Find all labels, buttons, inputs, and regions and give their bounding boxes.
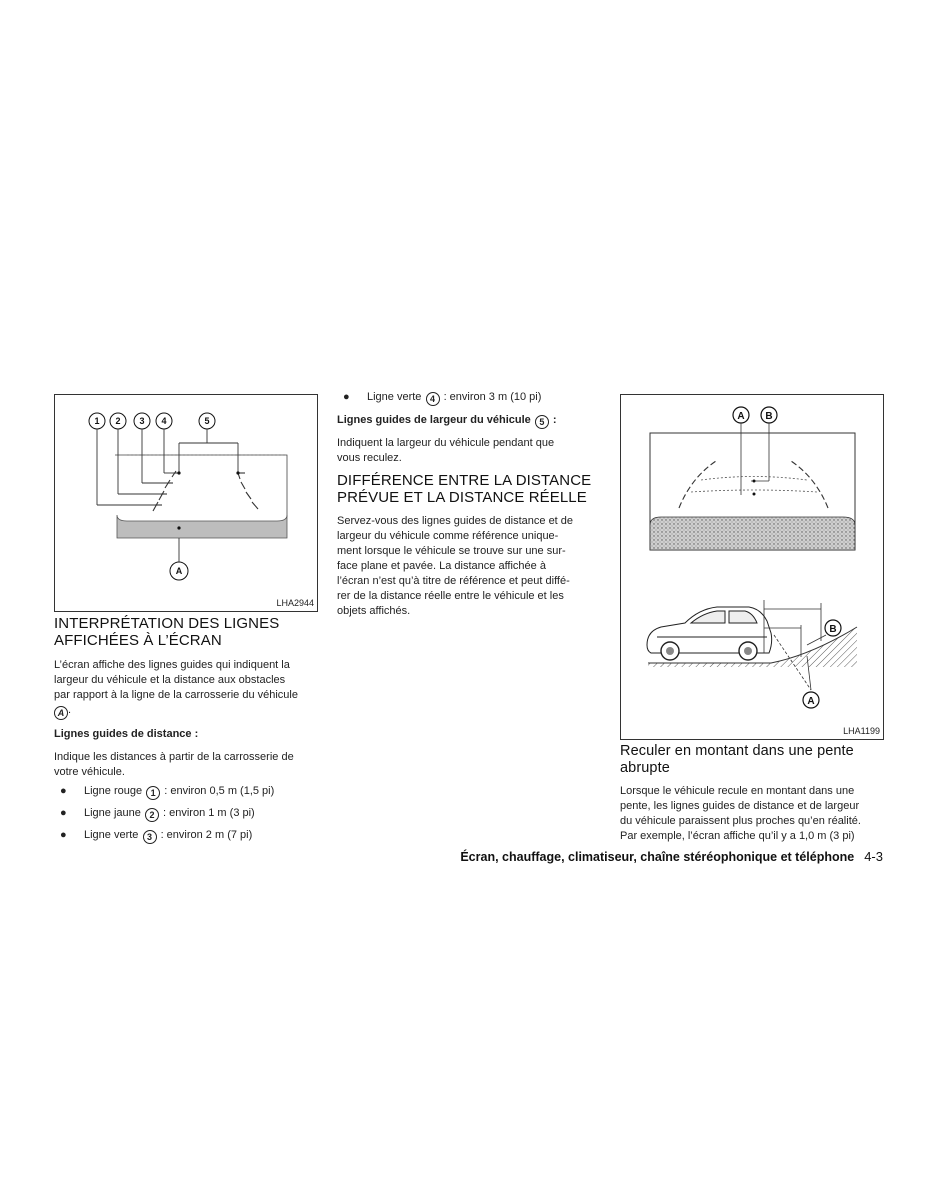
text-line: Indiquent la largeur du véhicule pendant que [337, 437, 555, 449]
figure-code: LHA1199 [843, 726, 880, 736]
marker-5: 5 [535, 415, 549, 429]
punct: . [68, 704, 72, 716]
callout-4: 4 [161, 416, 167, 426]
marker-3: 3 [143, 830, 157, 844]
intro-paragraph [54, 658, 316, 720]
bullet-value: : environ 2 m (7 pi) [160, 829, 253, 841]
bullet-label: Ligne verte [84, 829, 139, 841]
slope-illustration [621, 395, 883, 739]
callout-A: A [175, 566, 183, 576]
callout-B-top: B [765, 411, 773, 422]
callout-B-bottom: B [829, 624, 837, 635]
marker-1: 1 [146, 786, 160, 800]
subheading-width: Lignes guides de largeur du véhicule 5 : [337, 414, 557, 427]
text-line: L’écran affiche des lignes guides qui indiquent la [54, 659, 290, 671]
section-heading-slope [620, 743, 854, 777]
callout-3: 3 [139, 416, 145, 426]
bullet-label: Ligne jaune [84, 807, 141, 819]
text-line: du véhicule paraissent plus proches qu’en réalité. [620, 815, 861, 827]
figure-slope-diagram [620, 394, 884, 740]
text-line: Lorsque le véhicule recule en montant dans une [620, 785, 855, 797]
callout-1: 1 [94, 416, 100, 426]
distance-intro [54, 750, 316, 780]
marker-2: 2 [145, 808, 159, 822]
bullet-label: Ligne verte [367, 391, 422, 403]
slope-paragraph [620, 784, 882, 844]
text-line: Par exemple, l’écran affiche qu’il y a 1,0 m (3 pi) [620, 830, 855, 842]
callout-5: 5 [204, 416, 210, 426]
section-heading-difference [337, 472, 591, 506]
text-line: par rapport à la ligne de la carrosserie du véhicule [54, 689, 298, 701]
heading-line: AFFICHÉES À L’ÉCRAN [54, 632, 222, 649]
callout-A-top: A [737, 411, 745, 422]
text-line: face plane et pavée. La distance affichée à [337, 560, 546, 572]
text-line: Servez-vous des lignes guides de distance et de [337, 515, 574, 527]
heading-line: PRÉVUE ET LA DISTANCE RÉELLE [337, 489, 587, 506]
text-line: largeur du véhicule comme référence unique- [337, 530, 559, 542]
bullet-value: : environ 1 m (3 pi) [163, 807, 255, 819]
heading-line: Reculer en montant dans une pente [620, 743, 854, 759]
difference-paragraph [337, 514, 599, 619]
section-heading-interpretation [54, 615, 279, 649]
text-line: rer de la distance réelle entre le véhicule et les [337, 590, 564, 602]
text-line: pente, les lignes guides de distance et de largeur [620, 800, 860, 812]
figure-code: LHA2944 [276, 598, 314, 608]
guide-lines-illustration [55, 395, 317, 611]
width-description [337, 436, 599, 466]
callout-2: 2 [115, 416, 121, 426]
heading-line: DIFFÉRENCE ENTRE LA DISTANCE [337, 472, 592, 489]
text-line: vous reculez. [337, 452, 402, 464]
text-line: ment lorsque le véhicule se trouve sur une sur- [337, 545, 566, 557]
bullet-label: Ligne rouge [84, 785, 143, 797]
callout-A-bottom: A [807, 696, 815, 707]
text-line: l’écran n’est qu’à titre de référence et peut diffé- [337, 575, 570, 587]
heading-line: abrupte [620, 760, 670, 776]
text-line: objets affichés. [337, 605, 411, 617]
subheading-distance: Lignes guides de distance : [54, 728, 199, 740]
bullet-value: : environ 3 m (10 pi) [443, 391, 542, 403]
marker-4: 4 [426, 392, 440, 406]
bullet-value: : environ 0,5 m (1,5 pi) [164, 785, 275, 797]
page-footer [460, 849, 883, 864]
page-number: 4-3 [864, 849, 883, 864]
text-line: Indique les distances à partir de la carrosserie de [54, 751, 294, 763]
text-line: largeur du véhicule et la distance aux obstacles [54, 674, 286, 686]
figure-guide-lines-diagram [54, 394, 318, 612]
heading-line: INTERPRÉTATION DES LIGNES [54, 615, 280, 632]
text-line: votre véhicule. [54, 766, 125, 778]
marker-A: A [54, 706, 68, 720]
footer-title: Écran, chauffage, climatiseur, chaîne stéréophonique et téléphone [460, 850, 855, 864]
